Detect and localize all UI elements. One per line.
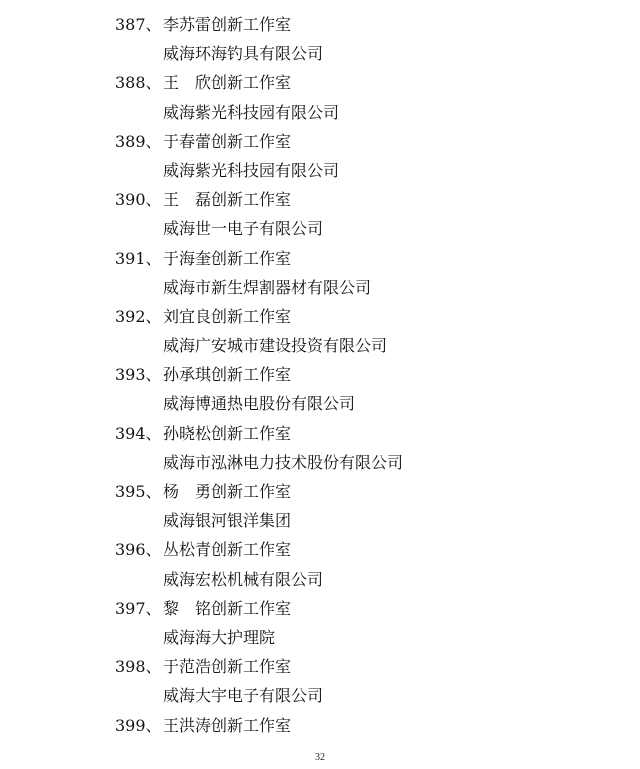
list-entry (115, 711, 615, 740)
entry-number: 391、 (115, 248, 162, 268)
entry-number: 396、 (115, 540, 162, 560)
organization-name: 威海广安城市建设投资有限公司 (163, 336, 388, 356)
list-entry (115, 302, 615, 360)
studio-line (115, 68, 615, 97)
organization-name: 威海博通热电股份有限公司 (163, 394, 356, 414)
list-entry (115, 127, 615, 185)
entry-number: 387、 (115, 15, 162, 34)
organization-name: 威海市新生焊割器材有限公司 (163, 277, 372, 297)
entry-number: 388、 (115, 73, 162, 93)
studio-name: 刘宜良创新工作室 (163, 306, 292, 326)
organization-name: 威海环海钓具有限公司 (163, 44, 324, 64)
studio-name: 杨 勇创新工作室 (163, 482, 292, 501)
studio-name: 于海奎创新工作室 (163, 248, 292, 268)
studio-name: 丛松青创新工作室 (163, 540, 292, 560)
entry-number: 395、 (115, 482, 162, 501)
entry-number: 397、 (115, 598, 162, 618)
studio-name: 于春蕾创新工作室 (163, 131, 292, 151)
page-number: 32 (315, 752, 325, 763)
studio-line (115, 477, 615, 506)
list-entry (115, 10, 615, 68)
studio-line (115, 127, 615, 156)
list-entry (115, 477, 615, 535)
list-entry (115, 360, 615, 418)
studio-list (115, 10, 615, 740)
studio-line (115, 185, 615, 214)
entry-number: 393、 (115, 365, 162, 385)
entry-number: 392、 (115, 306, 162, 326)
organization-name: 威海大宇电子有限公司 (163, 686, 324, 706)
studio-line (115, 711, 615, 740)
organization-name: 威海市泓淋电力技术股份有限公司 (163, 452, 404, 472)
organization-name: 威海银河银洋集团 (163, 511, 292, 531)
list-entry (115, 185, 615, 243)
entry-number: 398、 (115, 657, 162, 677)
studio-name: 于范浩创新工作室 (163, 657, 292, 677)
entry-number: 399、 (115, 715, 162, 735)
studio-line (115, 244, 615, 273)
studio-line (115, 652, 615, 681)
list-entry (115, 652, 615, 710)
studio-name: 孙承琪创新工作室 (163, 365, 292, 385)
list-entry (115, 419, 615, 477)
studio-line (115, 302, 615, 331)
studio-name: 王 磊创新工作室 (163, 190, 292, 210)
entry-number: 390、 (115, 190, 162, 210)
organization-name: 威海紫光科技园有限公司 (163, 102, 340, 122)
studio-name: 孙晓松创新工作室 (163, 423, 292, 443)
studio-line (115, 10, 615, 39)
studio-name: 李苏雷创新工作室 (163, 15, 292, 34)
studio-line (115, 535, 615, 564)
studio-line (115, 419, 615, 448)
entry-number: 389、 (115, 131, 162, 151)
studio-name: 黎 铭创新工作室 (163, 598, 292, 618)
organization-name: 威海宏松机械有限公司 (163, 569, 324, 589)
organization-name: 威海世一电子有限公司 (163, 219, 324, 239)
list-entry (115, 535, 615, 593)
organization-name: 威海紫光科技园有限公司 (163, 160, 340, 180)
entry-number: 394、 (115, 423, 162, 443)
list-entry (115, 244, 615, 302)
studio-name: 王洪涛创新工作室 (163, 715, 292, 735)
studio-name: 王 欣创新工作室 (163, 73, 292, 93)
list-entry (115, 68, 615, 126)
studio-line (115, 360, 615, 389)
organization-name: 威海海大护理院 (163, 627, 276, 647)
list-entry (115, 594, 615, 652)
studio-line (115, 594, 615, 623)
